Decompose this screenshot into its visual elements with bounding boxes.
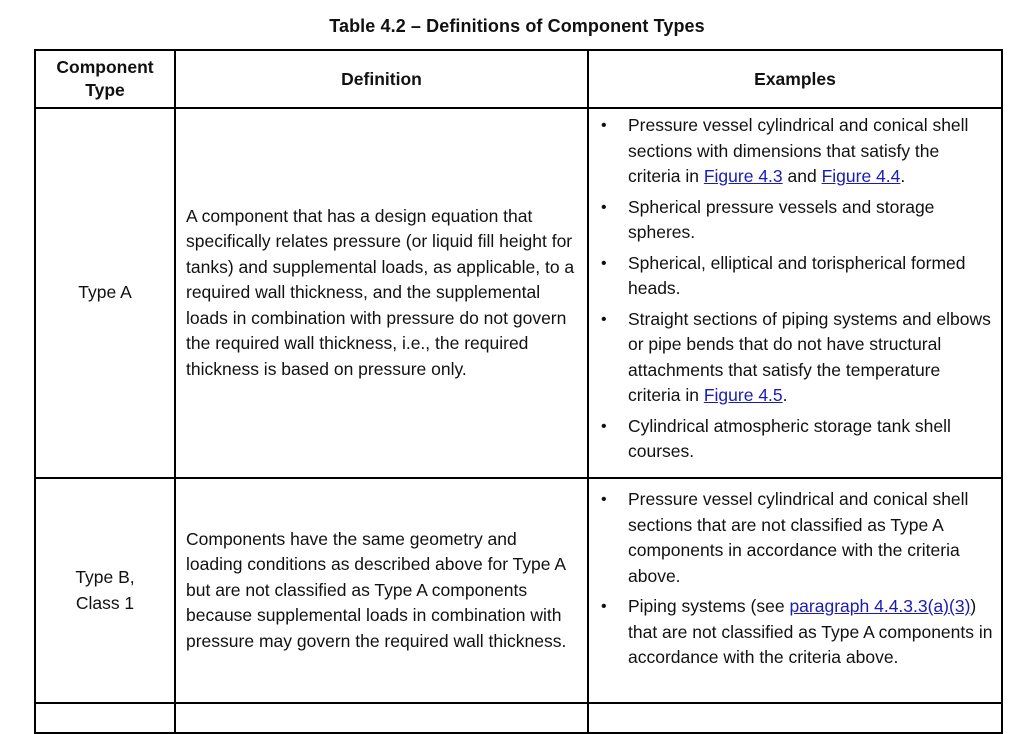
component-types-table [34, 49, 1003, 734]
example-text: Pressure vessel cylindrical and conical shell sections with dimensions that satisfy the criteria in [628, 115, 969, 186]
examples-list [599, 487, 993, 671]
example-text: Cylindrical atmospheric storage tank shell courses. [628, 415, 951, 461]
bullet-icon: • [601, 117, 607, 134]
list-item [599, 594, 993, 671]
type-line-2: Class 1 [75, 592, 135, 613]
list-item [599, 487, 993, 589]
row-definition-cell: Components have the same geometry and loading conditions as described above for Type A but are not classified as Type A components because supplemental loads in combination with pressure may govern the required wall thickness. [175, 478, 588, 703]
example-text: and [782, 166, 822, 186]
bullet-icon: • [601, 310, 607, 328]
bullet-icon: • [601, 417, 607, 435]
header-examples: Examples [588, 50, 1002, 108]
table-row-next [35, 703, 1002, 733]
header-definition: Definition [175, 50, 588, 108]
examples-list [599, 113, 993, 465]
example-text: . [900, 166, 906, 186]
type-line-1: Type B, [75, 567, 135, 587]
row-examples-cell [588, 703, 1002, 733]
table-row-type-b-class-1 [35, 478, 1002, 703]
row-type-cell: Type A [35, 108, 175, 478]
paragraph-4-4-3-3-link[interactable]: paragraph 4.4.3.3(a)(3) [789, 596, 971, 616]
bullet-icon: • [601, 491, 607, 508]
row-definition-cell: A component that has a design equation that specifically relates pressure (or liquid fill height for tanks) and supplemental loads, as applicable, to a required wall thickness, and the supplemental loads in combination with pressure do not govern the required wall thickness, i.e., the required thickness is based on pressure only. [175, 108, 588, 478]
list-item [599, 251, 993, 302]
figure-4-3-link[interactable]: Figure 4.3 [703, 166, 783, 186]
row-definition-cell [175, 703, 588, 733]
bullet-icon: • [601, 254, 607, 272]
example-text: Straight sections of piping systems and elbows or pipe bends that do not have structural attachments that satisfy the temperature criteria in [628, 308, 991, 405]
figure-4-4-link[interactable]: Figure 4.4 [821, 166, 901, 186]
header-component-type: Component Type [35, 50, 175, 108]
row-type-cell [35, 478, 175, 703]
bullet-icon: • [601, 598, 607, 615]
list-item [599, 113, 993, 190]
example-text: . [782, 385, 788, 405]
list-item [599, 195, 993, 246]
row-type-cell [35, 703, 175, 733]
table-header-row [35, 50, 1002, 108]
example-text: Piping systems (see [628, 596, 790, 616]
bullet-icon: • [601, 198, 607, 216]
table-caption: Table 4.2 – Definitions of Component Types [329, 16, 705, 36]
row-examples-cell [588, 478, 1002, 703]
example-text: Spherical pressure vessels and storage spheres. [628, 196, 935, 242]
row-examples-cell [588, 108, 1002, 478]
example-text: ) that are not classified as Type A components in accordance with the criteria above. [628, 596, 993, 667]
list-item [599, 414, 993, 465]
figure-4-5-link[interactable]: Figure 4.5 [703, 385, 783, 405]
list-item [599, 307, 993, 409]
example-text: Spherical, elliptical and torispherical formed heads. [628, 252, 966, 298]
table-row-type-a [35, 108, 1002, 478]
example-text: Pressure vessel cylindrical and conical shell sections that are not classified as Type A components in accordance with the criteria above. [628, 489, 969, 586]
